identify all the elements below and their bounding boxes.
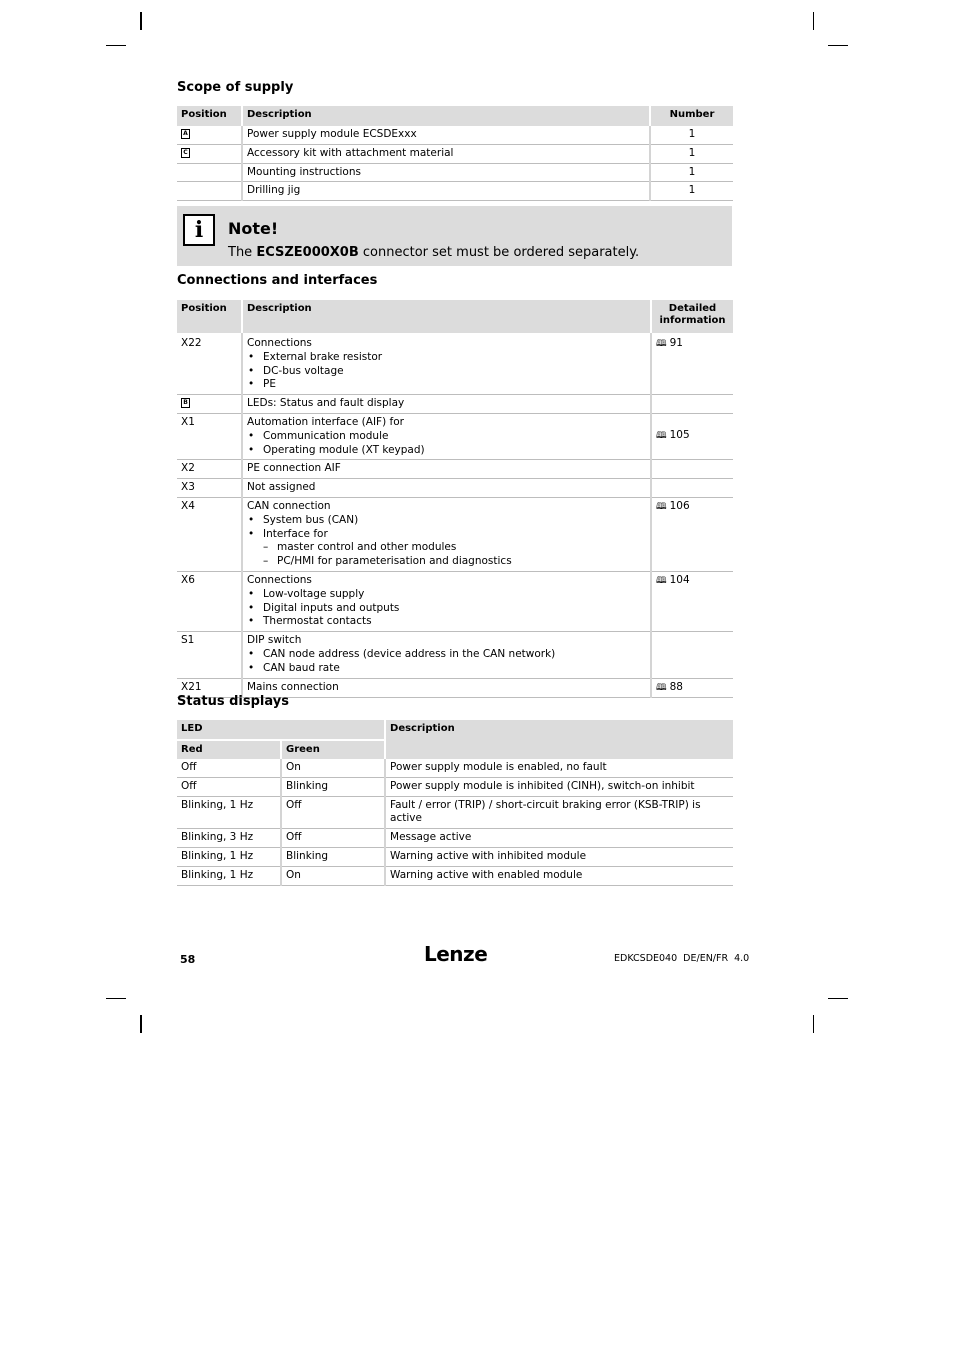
scope-header-position: Position [177,106,242,126]
led-red-state: Blinking, 1 Hz [177,847,281,866]
connection-position: X1 [177,413,242,459]
led-green-state: On [281,866,385,885]
led-red-state: Blinking, 1 Hz [177,796,281,829]
crop-mark [828,998,848,999]
status-description: Power supply module is enabled, no fault [385,759,733,777]
led-red-state: Blinking, 3 Hz [177,829,281,848]
status-heading: Status displays [177,694,289,709]
led-red-state: Off [177,777,281,796]
status-description: Warning active with enabled module [385,866,733,885]
connection-description: Automation interface (AIF) for [247,415,404,428]
table-row [177,395,733,414]
table-row [177,126,733,144]
list-item: • Communication module [247,430,646,444]
scope-description: Mounting instructions [242,163,650,182]
table-row [177,777,733,796]
info-icon: i [183,214,215,246]
list-item: • Thermostat contacts [247,615,646,629]
table-row [177,413,733,459]
led-green-state: Off [281,829,385,848]
connections-heading: Connections and interfaces [177,273,378,288]
table-row [177,460,733,479]
crop-mark [106,45,126,46]
table-row [177,571,733,631]
scope-position [177,163,242,182]
lenze-logo: Lenze [424,942,488,966]
led-green-state: On [281,759,385,777]
list-item: • Low-voltage supply [247,588,646,602]
led-green-state: Blinking [281,777,385,796]
list-item: • PE [247,378,646,392]
status-description: Message active [385,829,733,848]
table-row [177,759,733,777]
table-row [177,796,733,829]
table-row [177,829,733,848]
page-number: 58 [180,953,196,966]
table-row [177,333,733,395]
scope-number: 1 [650,144,733,163]
connection-position: X22 [177,333,242,395]
connection-position: S1 [177,632,242,678]
note-product-code: ECSZE000X0B [256,245,359,260]
led-green-state: Blinking [281,847,385,866]
connection-position: X4 [177,497,242,571]
connection-position: X2 [177,460,242,479]
table-row [177,497,733,571]
list-item: • CAN node address (device address in the CAN network) [247,648,646,662]
book-icon: 🕮 [656,682,667,693]
scope-description: Accessory kit with attachment material [242,144,650,163]
list-item: • CAN baud rate [247,662,646,676]
connection-position: X6 [177,571,242,631]
scope-heading: Scope of supply [177,80,294,95]
led-red-state: Blinking, 1 Hz [177,866,281,885]
table-row [177,632,733,678]
connection-description: Connections [247,573,312,586]
connection-description: LEDs: Status and fault display [242,395,651,414]
table-row [177,866,733,885]
book-icon: 🕮 [656,431,667,442]
scope-header-description: Description [242,106,650,126]
connections-header-detailed-information: Detailed information [651,300,733,333]
connection-description: Connections [247,337,312,349]
status-header-led: LED [177,720,385,740]
book-icon: 🕮 [656,339,667,349]
connection-description: CAN connection [247,499,331,512]
connection-description: Not assigned [242,479,651,498]
document-code: EDKCSDE040 DE/EN/FR 4.0 [614,953,750,964]
scope-number: 1 [650,182,733,201]
scope-description: Drilling jig [242,182,650,201]
list-item: • External brake resistor [247,351,646,365]
page-reference: 88 [669,680,683,693]
crop-mark [106,998,126,999]
scope-position [177,182,242,201]
connection-description: PE connection AIF [242,460,651,479]
connections-header-description: Description [242,300,651,333]
note-box [177,206,732,266]
connection-position: X21 [177,678,242,698]
crop-mark [813,1015,814,1033]
book-icon: 🕮 [656,575,667,586]
scope-number: 1 [650,163,733,182]
list-item: – master control and other modules [247,541,646,555]
table-row [177,144,733,163]
list-item: • Interface for [247,528,646,542]
crop-mark [140,1015,142,1033]
book-icon: 🕮 [656,501,667,512]
scope-description: Power supply module ECSDExxx [242,126,650,144]
position-marker-a: A [181,129,190,139]
status-header-description: Description [385,720,733,759]
crop-mark [813,12,814,30]
note-title: Note! [228,219,279,238]
status-description: Fault / error (TRIP) / short-circuit braking error (KSB-TRIP) is active [385,796,733,829]
status-header-red: Red [177,740,281,759]
connection-description: DIP switch [247,634,302,647]
connections-table [177,300,733,698]
table-row [177,182,733,201]
status-table [177,720,733,886]
list-item: • System bus (CAN) [247,514,646,528]
scope-table [177,106,733,201]
scope-header-number: Number [650,106,733,126]
connection-position: X3 [177,479,242,498]
led-red-state: Off [177,759,281,777]
connections-header-position: Position [177,300,242,333]
page-reference: 105 [669,429,690,442]
crop-mark [140,12,142,30]
status-header-green: Green [281,740,385,759]
list-item: • Digital inputs and outputs [247,602,646,616]
connection-description: Mains connection [242,678,651,698]
page-reference: 91 [669,337,683,349]
crop-mark [828,45,848,46]
table-row [177,847,733,866]
list-item: • Operating module (XT keypad) [247,444,646,458]
status-description: Power supply module is inhibited (CINH), switch-on inhibit [385,777,733,796]
position-marker-c: C [181,148,190,158]
led-green-state: Off [281,796,385,829]
status-description: Warning active with inhibited module [385,847,733,866]
note-text: The ECSZE000X0B connector set must be ordered separately. [228,245,640,260]
table-row [177,163,733,182]
page-reference: 106 [669,499,690,512]
list-item: • DC-bus voltage [247,365,646,379]
page-reference: 104 [669,573,690,586]
scope-number: 1 [650,126,733,144]
list-item: – PC/HMI for parameterisation and diagnostics [247,555,646,569]
position-marker-b: B [181,398,190,408]
table-row [177,479,733,498]
